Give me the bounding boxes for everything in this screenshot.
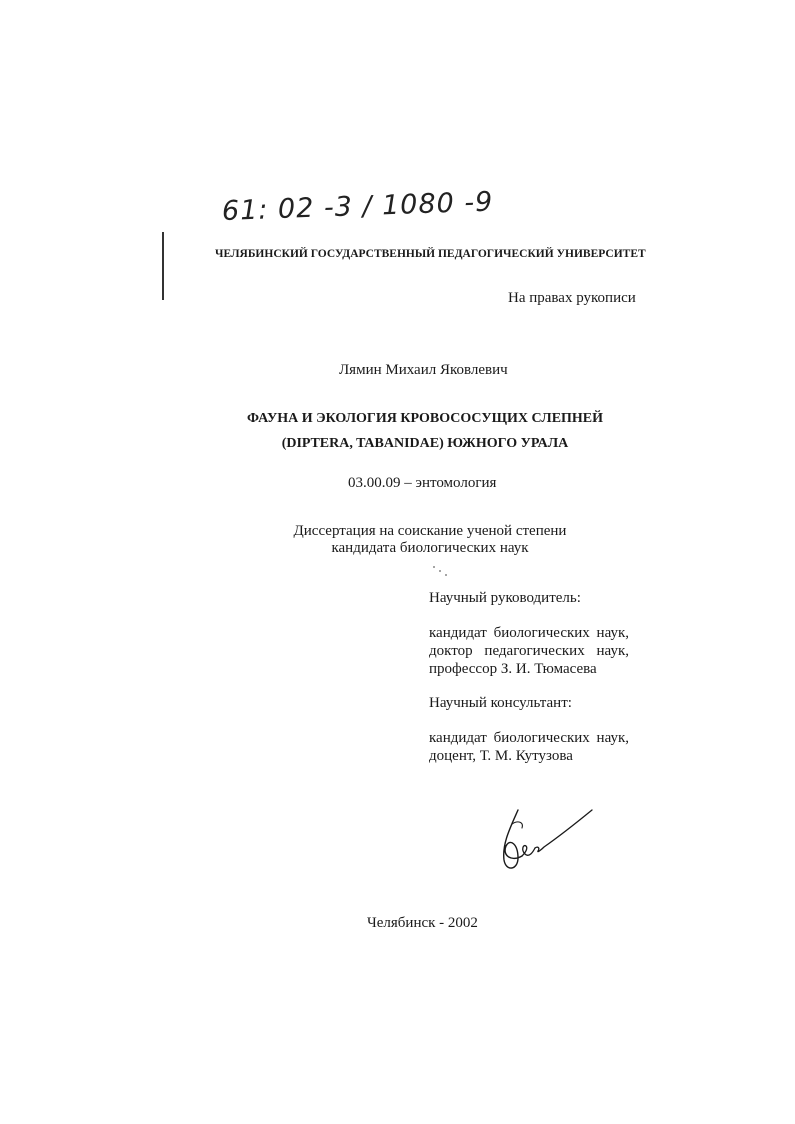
consultant-name: доцент, Т. М. Кутузова xyxy=(429,748,573,764)
supervisor-degree-1: кандидат биологических наук, xyxy=(429,625,629,641)
scan-speck xyxy=(445,574,447,576)
supervisor-degree-2: доктор педагогических наук, xyxy=(429,643,629,659)
margin-line xyxy=(162,232,164,300)
thesis-title-line-2: (DIPTERA, TABANIDAE) ЮЖНОГО УРАЛА xyxy=(281,436,569,451)
dissertation-statement-line-1: Диссертация на соискание ученой степени xyxy=(293,523,567,539)
scan-speck xyxy=(433,566,435,568)
dissertation-statement-line-2: кандидата биологических наук xyxy=(331,540,529,556)
university-name: ЧЕЛЯБИНСКИЙ ГОСУДАРСТВЕННЫЙ ПЕДАГОГИЧЕСКИЙ УНИВЕРСИТЕТ xyxy=(215,248,646,260)
city-year: Челябинск - 2002 xyxy=(367,915,478,931)
thesis-title-line-1: ФАУНА И ЭКОЛОГИЯ КРОВОСОСУЩИХ СЛЕПНЕЙ xyxy=(246,411,604,426)
supervisor-heading: Научный руководитель: xyxy=(429,590,581,606)
author-name: Лямин Михаил Яковлевич xyxy=(339,362,508,378)
signature xyxy=(488,800,608,876)
archive-code-handwritten: 61: 02 -3 / 1080 -9 xyxy=(221,186,494,227)
consultant-degree: кандидат биологических наук, xyxy=(429,730,629,746)
consultant-heading: Научный консультант: xyxy=(429,695,572,711)
supervisor-name: профессор З. И. Тюмасева xyxy=(429,661,597,677)
manuscript-note: На правах рукописи xyxy=(508,290,636,306)
scan-speck xyxy=(439,570,441,572)
specialty-code: 03.00.09 – энтомология xyxy=(348,475,497,491)
